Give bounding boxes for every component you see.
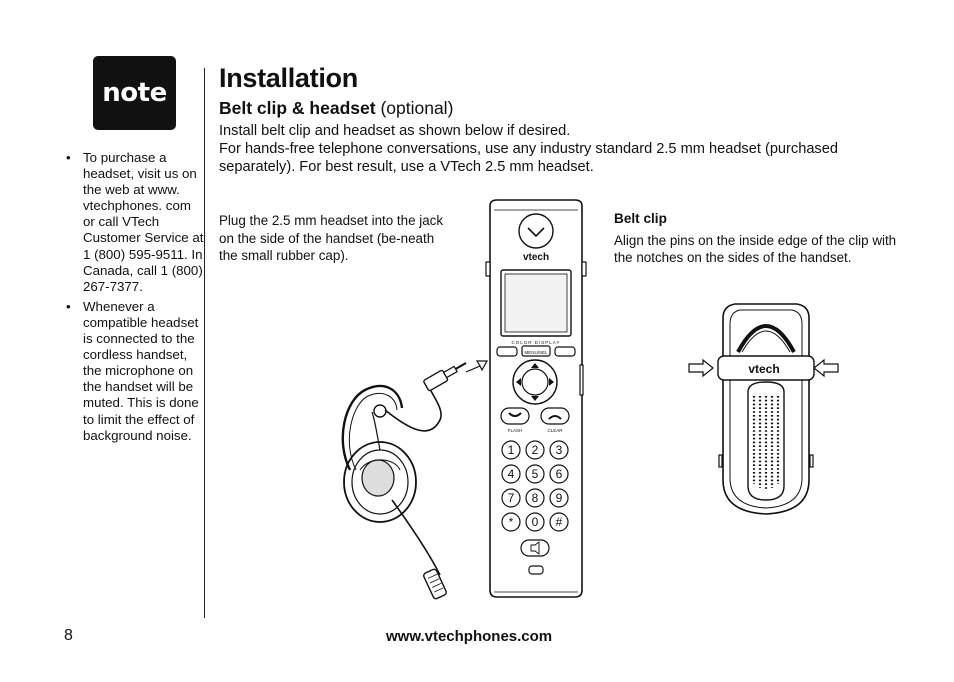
intro-line: For hands-free telephone conversations, use any industry standard 2.5 mm headset (purchased separately). For best result, use a VTech 2.5 mm headset. — [219, 141, 838, 176]
sidebar-note: • To purchase a headset, visit us on the web at www. vtechphones. com or call VTech Customer Service at 1 (800) 595-9511. In Canada, call 1 (800) 267-7377. — [64, 150, 204, 295]
footer-url[interactable]: www.vtechphones.com — [386, 628, 553, 645]
handset-clear-label: CLEAR — [547, 428, 563, 433]
handset-flash-label: FLASH — [507, 428, 523, 433]
key-6: 6 — [555, 467, 563, 481]
belt-clip-illustration — [689, 304, 838, 514]
subtitle-bold: Belt clip & headset — [219, 98, 376, 118]
key-0: 0 — [531, 515, 539, 529]
handset-brand: vtech — [522, 252, 550, 263]
key-hash: # — [555, 515, 563, 529]
key-2: 2 — [531, 443, 539, 457]
belt-clip-heading: Belt clip — [614, 211, 667, 226]
page-title: Installation — [219, 63, 358, 93]
handset-menu-label: MENU/SEL — [524, 350, 548, 355]
clip-brand: vtech — [748, 362, 780, 376]
key-8: 8 — [531, 491, 539, 505]
headset-caption: Plug the 2.5 mm headset into the jack on the side of the handset (be-neath the small rubber cap). — [219, 213, 444, 263]
key-7: 7 — [507, 491, 515, 505]
page-number: 8 — [64, 627, 73, 644]
subtitle-rest: (optional) — [375, 98, 454, 118]
intro-line: Install belt clip and headset as shown below if desired. — [219, 123, 571, 139]
handset-display-label: COLOR DISPLAY — [511, 340, 561, 345]
key-5: 5 — [531, 467, 539, 481]
headset-illustration — [343, 358, 487, 600]
belt-clip-text: Align the pins on the inside edge of the clip with the notches on the sides of the handset. — [614, 233, 897, 266]
note-label: note — [102, 78, 167, 108]
key-4: 4 — [507, 467, 515, 481]
key-star: * — [508, 515, 514, 529]
sidebar-note: • Whenever a compatible headset is connected to the cordless handset, the microphone on the handset will be muted. This is done to limit the effect of background noise. — [64, 299, 204, 444]
key-1: 1 — [507, 443, 515, 457]
key-3: 3 — [555, 443, 563, 457]
key-9: 9 — [555, 491, 563, 505]
